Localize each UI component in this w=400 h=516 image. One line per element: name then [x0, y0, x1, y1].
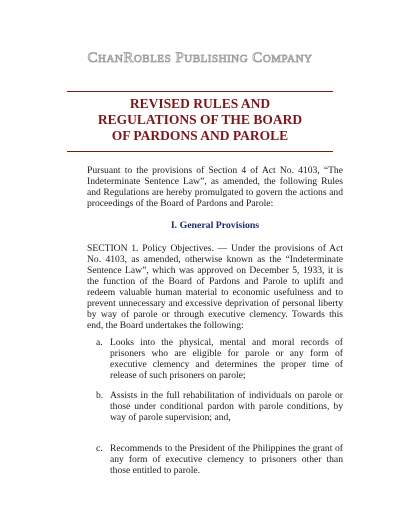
list-item-letter: b. [96, 390, 104, 401]
title-line-2: REGULATIONS OF THE BOARD [97, 112, 303, 127]
section-heading: I. General Provisions [170, 220, 260, 231]
section-1-paragraph: SECTION 1. Policy Objectives. — Under the provisions of Act No. 4103, as amended, otherwise known as the “Indeterminate Sentence Law”, which was approved on December 5, 1933, it is the function of the Board of Pardons and Parole to uplift and redeem valuable human material to economic usefulness and to prevent unnecessary and excessive deprivation of personal liberty by way of parole or through executive clemency. Towards this end, the Board undertakes the following: [87, 243, 343, 331]
list-item-text: Recommends to the President of the Philippines the grant of any form of executive clemency to prisoners other than those entitled to parole. [110, 443, 343, 476]
list-item-text: Looks into the physical, mental and moral records of prisoners who are eligible for parole or any form of executive clemency and determines the proper time of release of such prisoners on parole; [110, 337, 343, 381]
title-line-1: REVISED RULES AND [129, 96, 271, 111]
title-bottom-rule [67, 151, 333, 152]
intro-paragraph: Pursuant to the provisions of Section 4 of Act No. 4103, “The Indeterminate Sentence Law”, as amended, the following Rules and Regulations are hereby promulgated to govern the actions and proceedings of the Board of Pardons and Parole: [87, 165, 343, 209]
list-item-letter: a. [96, 337, 103, 348]
list-item-a [96, 337, 343, 381]
list-item-c [96, 443, 343, 476]
title-top-rule [67, 91, 333, 92]
publisher-header: ChanRobles Publishing Company [87, 50, 313, 66]
list-item-letter: c. [96, 443, 103, 454]
document-title [60, 96, 340, 144]
list-item-text: Assists in the full rehabilitation of individuals on parole or those under conditional pardon with parole conditions, by way of parole supervision; and, [110, 390, 343, 423]
title-line-3: OF PARDONS AND PAROLE [111, 128, 289, 143]
list-item-b [96, 390, 343, 423]
